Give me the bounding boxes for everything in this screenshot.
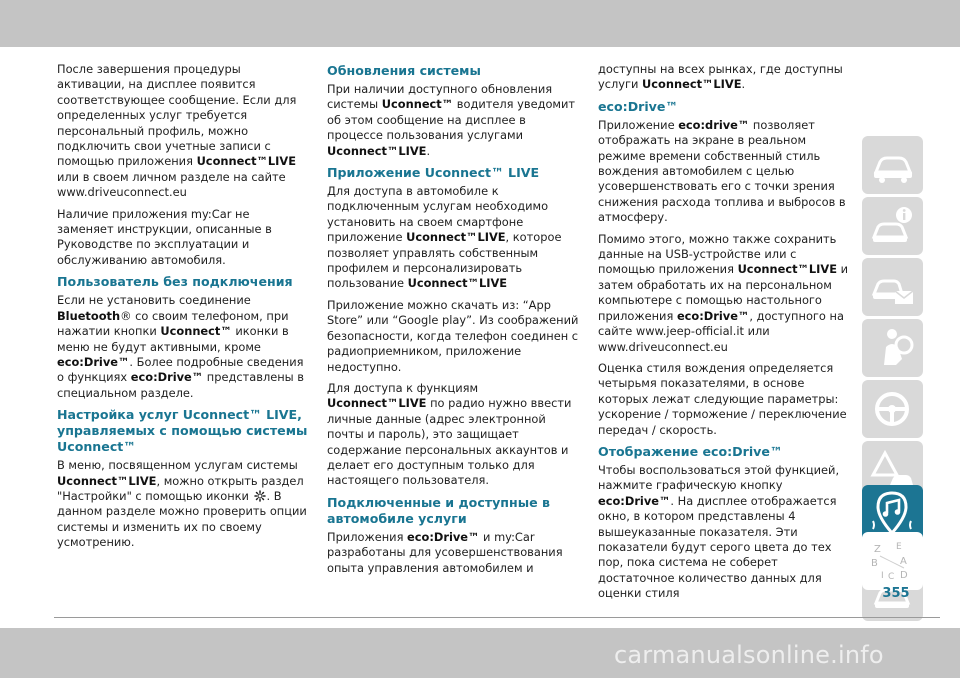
section-heading: Пользователь без подключения xyxy=(57,274,293,290)
paragraph: Оценка стиля вождения определяется четырьмя показателями, в основе которых лежат следующие параметры: ускорение / торможение / переключение передач / скорость. xyxy=(598,360,847,437)
section-heading: Подключенные и доступные в автомобиле услуги xyxy=(327,494,550,526)
alphabet-index-icon xyxy=(870,538,915,584)
section-heading: Настройка услуг Uconnect™ LIVE, управляемых с помощью системы Uconnect™ xyxy=(57,407,308,455)
bottom-rule xyxy=(54,617,940,618)
paragraph: Наличие приложения my:Car не заменяет инструкции, описанные в Руководстве по эксплуатации и обслуживанию автомобиля. xyxy=(57,206,272,267)
svg-text:A: A xyxy=(900,556,907,567)
car-icon xyxy=(870,142,915,188)
section-heading: Отображение eco:Drive™ xyxy=(598,443,783,459)
manual-page xyxy=(0,47,960,628)
section-heading: Приложение Uconnect™ LIVE xyxy=(327,165,540,181)
watermark: carmanualsonline.info xyxy=(614,641,884,669)
paragraph: Приложения eco:Drive™ и my:Car разработаны для усовершенствования опыта управления автомобилем и xyxy=(327,529,563,575)
paragraph: Для доступа в автомобиле к подключенным услугам необходимо установить на своем смартфоне приложение Uconnect™LIVE, которое позволяет управлять собственным профилем и персонализировать пользование Uconnect™LIVE xyxy=(327,184,562,291)
car-info-icon xyxy=(870,203,915,249)
svg-text:D: D xyxy=(900,570,908,581)
page-number: 355 xyxy=(882,586,910,601)
car-envelope-icon xyxy=(870,264,915,310)
paragraph: Если не установить соединение Bluetooth® со своим телефоном, при нажатии кнопки Uconnect™ иконки в меню не будут активными, кроме eco:Drive™. Более подробные сведения о функциях eco:Drive™ представлены в специальном разделе. xyxy=(57,293,305,400)
svg-text:Z: Z xyxy=(874,544,881,555)
tab-index[interactable] xyxy=(862,532,923,590)
multimedia-music-icon xyxy=(870,491,915,537)
svg-text:E: E xyxy=(896,542,902,552)
paragraph: В меню, посвященном услугам системы Uconnect™LIVE, можно открыть раздел "Настройки" с помощью иконки . В данном разделе можно проверить опции системы и изменить их по своему усмотрению. xyxy=(57,458,307,550)
top-margin xyxy=(0,0,960,47)
tab-car[interactable] xyxy=(862,136,923,194)
section-heading: Обновления системы xyxy=(327,63,481,78)
steering-wheel-icon xyxy=(870,386,915,432)
paragraph: Приложение eco:drive™ позволяет отображать на экране в реальном режиме времени собственный стиль вождения автомобилем с целью усовершенствовать его с точки зрения снижения расхода топлива и выбросов в атмосферу. xyxy=(598,117,846,225)
svg-text:I: I xyxy=(881,571,884,581)
column-1 xyxy=(57,62,309,557)
tab-starting-driving[interactable] xyxy=(862,380,923,438)
column-3 xyxy=(598,62,850,608)
paragraph: Приложение можно скачать из: “App Store” или “Google play”. Из соображений безопасности, когда телефон соединен с радиоприемником, приложение недоступно. xyxy=(327,297,579,374)
svg-text:B: B xyxy=(871,558,878,569)
section-heading: eco:Drive™ xyxy=(598,98,679,114)
paragraph: После завершения процедуры активации, на дисплее появится соответствующее сообщение. Если для определенных услуг требуется персональный профиль, можно подключить свои учетные записи с помощью приложения Uconnect™LIVE или в своем личном разделе на сайте www.driveuconnect.eu xyxy=(57,62,297,200)
column-2 xyxy=(327,59,579,582)
paragraph: Помимо этого, можно также сохранить данные на USB-устройстве или с помощью приложения Uconnect™LIVE и затем обработать их на персональном компьютере с помощью настольного приложения eco:Drive™, доступного на сайте www.jeep-official.it или www.driveuconnect.eu xyxy=(598,231,849,354)
airbag-person-icon xyxy=(870,325,915,371)
tab-safety[interactable] xyxy=(862,319,923,377)
paragraph: Чтобы воспользоваться этой функцией, нажмите графическую кнопку eco:Drive™. На дисплее отображается окно, в котором представлены 4 вышеуказанные показателя. Эти показатели будут серого цвета до тех пор, пока система не соберет достаточное количество данных для оценки стиля xyxy=(598,462,840,601)
tab-car-info[interactable] xyxy=(862,197,923,255)
gear-icon xyxy=(254,490,266,502)
tab-car-messages[interactable] xyxy=(862,258,923,316)
paragraph: доступны на всех рынках, где доступны услуги Uconnect™LIVE. xyxy=(598,62,843,92)
paragraph: Для доступа к функциям Uconnect™LIVE по радио нужно ввести личные данные (адрес электронной почты и пароль), это защищает содержание персональных аккаунтов и делает его доступным только для настоящего пользователя. xyxy=(327,380,572,488)
svg-text:C: C xyxy=(888,572,895,582)
paragraph: При наличии доступного обновления системы Uconnect™ водителя уведомит об этом сообщение на дисплее в процессе пользования услугами Uconnect™LIVE. xyxy=(327,82,576,158)
